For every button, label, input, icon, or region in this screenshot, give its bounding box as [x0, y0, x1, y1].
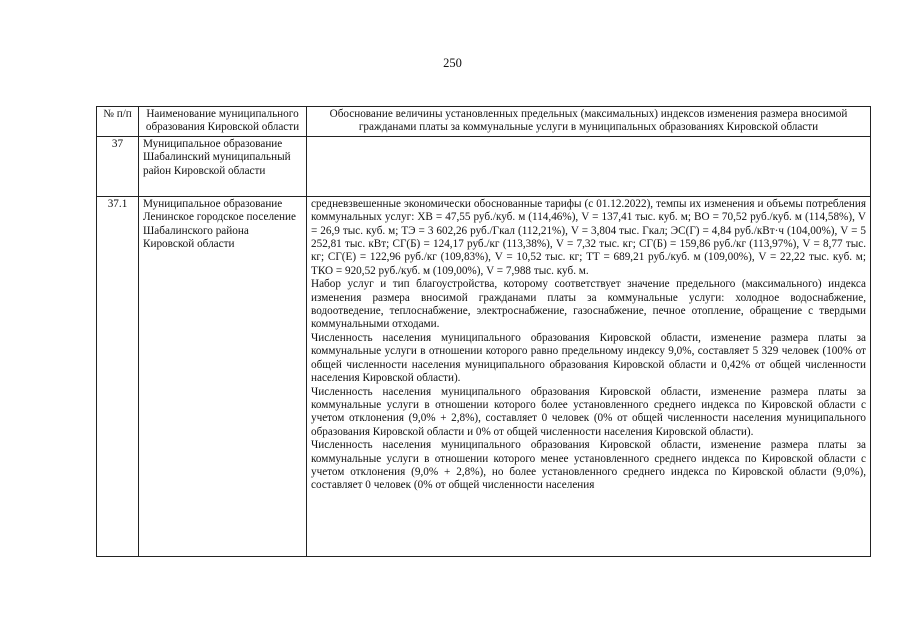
- municipality-name: Муниципальное образование Шабалинский муниципальный район Кировской области: [139, 136, 307, 196]
- header-number: № п/п: [97, 107, 139, 137]
- row-number: 37: [97, 136, 139, 196]
- justification-cell: [307, 196, 871, 556]
- row-number: 37.1: [97, 196, 139, 556]
- municipality-name: [139, 196, 307, 556]
- municipality-name-text: Муниципальное образование Ленинское городское поселение Шабалинского района Кировской области: [143, 197, 296, 251]
- index-justification-table: [96, 106, 871, 557]
- header-municipality-name: Наименование муниципального образования Кировской области: [139, 107, 307, 137]
- header-justification: Обоснование величины установленных предельных (максимальных) индексов изменения размера вносимой гражданами платы за коммунальные услуги в муниципальных образованиях Кировской области: [307, 107, 871, 137]
- tariffs-paragraph: средневзвешенные экономически обоснованные тарифы (с 01.12.2022), темпы их изменения и объемы потребления коммунальных услуг: ХВ = 47,55 руб./куб. м (114,46%), V = 137,41 тыс. куб. м; ВО = 70,52 руб./куб. м (114,58%), V = 26,9 тыс. куб. м; ТЭ = 3 602,26 руб./Гкал (112,21%), V = 3,804 тыс. Гкал; ЭС(Г) = 4,84 руб./кВт·ч (104,00%), V = 5 252,81 тыс. кВт; СГ(Б) = 124,17 руб./кг (113,38%), V = 7,32 тыс. кг; СГ(Б) = 159,86 руб./кг (113,97%), V = 8,77 тыс. кг; СГ(Е) = 122,96 руб./кг (109,83%), V = 10,52 тыс. кг; ТТ = 689,21 руб./куб. м (109,00%), V = 22,22 тыс. куб. м; ТКО = 920,52 руб./куб. м (109,00%), V = 7,988 тыс. куб. м.: [311, 197, 866, 277]
- justification-cell: [307, 136, 871, 196]
- justification-text: [311, 198, 866, 555]
- population-equal-paragraph: Численность населения муниципального образования Кировской области, изменение размера платы за коммунальные услуги в отношении которого равно предельному индексу 9,0%, составляет 5 329 человек (100% от общей численности населения муниципального образования Кировской области и 0,42% от общей численности населения Кировской области).: [311, 331, 866, 385]
- table-row: [97, 136, 871, 196]
- services-paragraph: Набор услуг и тип благоустройства, которому соответствует значение предельного (максимального) индекса изменения размера вносимой гражданами платы за коммунальные услуги: холодное водоснабжение, водоотведение, теплоснабжение, электроснабжение, газоснабжение, печное отопление, обращение с твердыми коммунальными отходами.: [311, 278, 866, 331]
- table-header-row: [97, 107, 871, 137]
- population-above-paragraph: Численность населения муниципального образования Кировской области, изменение размера платы за коммунальные услуги в отношении которого более установленного среднего индекса по Кировской области с учетом отклонения (9,0% + 2,8%), составляет 0 человек (0% от общей численности населения муниципального образования Кировской области и 0% от общей численности населения Кировской области).: [311, 385, 866, 438]
- table-row: [97, 196, 871, 556]
- page-number: 250: [443, 56, 462, 70]
- population-between-paragraph: Численность населения муниципального образования Кировской области, изменение размера платы за коммунальные услуги в отношении которого менее установленного среднего индекса по Кировской области с учетом отклонения (9,0% + 2,8%), но более установленного среднего индекса по Кировской области (9,0%), составляет 0 человек (0% от общей численности населения: [311, 439, 866, 492]
